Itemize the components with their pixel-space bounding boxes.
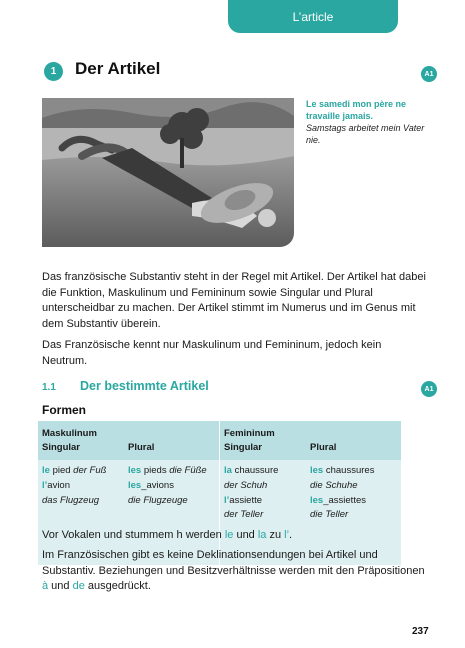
translation: der Teller (224, 509, 264, 521)
article-les: les (310, 465, 324, 476)
word: chaussures (323, 465, 375, 476)
level-badge-icon: A1 (421, 381, 437, 397)
article-l: l’ (42, 479, 48, 491)
quote-german: Samstags arbeitet mein Vater nie. (306, 123, 425, 145)
table-row (42, 479, 215, 494)
translation: die Flugzeuge (128, 494, 188, 506)
article-la: la (257, 529, 267, 541)
masculine-title: Maskulinum (42, 428, 97, 439)
article-le: le (42, 465, 50, 476)
word: pieds (141, 465, 167, 476)
translation: die Teller (310, 509, 349, 521)
rule-text: Vor Vokalen und stummem h werden (42, 529, 225, 541)
table-row (42, 494, 215, 509)
translation: das Flugzeug (42, 494, 100, 506)
photo-woman-lying-icon (42, 98, 294, 247)
translation: die Füße (166, 465, 207, 476)
article-le: le (224, 529, 234, 541)
article-les: les (128, 465, 142, 476)
word: assiette (229, 494, 263, 506)
preposition-de: de (72, 580, 85, 592)
feminine-header (220, 421, 401, 460)
illustration-photo (42, 98, 294, 247)
intro-paragraph-1: Das französische Substantiv steht in der Regel mit Artikel. Der Artikel hat dabei die Funktion, Maskulinum und Femininum sowie Singular und Plural unterscheidbar zu machen. Der Artikel stimmt im Numerus und im Genus mit dem Substantiv überein. (42, 271, 426, 330)
article-la: la (224, 465, 232, 476)
preposition-a: à (42, 580, 49, 592)
masculine-header (38, 421, 219, 460)
section-title: Der bestimmte Artikel (80, 379, 209, 393)
closing-paragraph (42, 548, 426, 595)
table-row (224, 508, 397, 523)
closing-text: ausgedrückt. (84, 580, 151, 592)
closing-text: Im Französischen gibt es keine Deklinationsendungen bei Artikel und Substantiv. Beziehungen und Besitzverhältnisse werden mit den Präpositionen (42, 549, 425, 577)
section-number: 1.1 (42, 382, 56, 393)
article-les: les (128, 479, 142, 491)
table-row (224, 494, 397, 509)
closing-text: und (48, 580, 73, 592)
rule-text: und (233, 529, 258, 541)
word: _avions (141, 479, 174, 491)
chapter-tab: L’article (228, 0, 398, 33)
table-row (224, 464, 397, 479)
word: avion (47, 479, 70, 491)
rule-paragraph (42, 528, 426, 544)
rule-text: . (289, 529, 293, 541)
translation: der Schuh (224, 479, 268, 491)
table-row (224, 479, 397, 494)
quote-french: Le samedi mon père ne travaille jamais. (306, 99, 407, 121)
article-l: l’ (224, 494, 230, 506)
chapter-title: Der Artikel (75, 59, 161, 78)
translation: der Fuß (70, 465, 107, 476)
word: pied (49, 465, 71, 476)
rule-text: zu (266, 529, 285, 541)
masculine-plural-label: Plural (128, 442, 155, 453)
chapter-number-badge: 1 (44, 62, 63, 81)
article-l: l’ (284, 529, 290, 541)
intro-paragraph-2: Das Französische kennt nur Maskulinum und Femininum, jedoch kein Neutrum. (42, 339, 382, 367)
quote-box (306, 98, 426, 146)
translation: die Schuhe (310, 479, 358, 491)
article-les: les (310, 494, 324, 506)
level-badge-icon: A1 (421, 66, 437, 82)
page-number: 237 (412, 626, 429, 637)
subheading-formen: Formen (42, 403, 87, 417)
feminine-title: Femininum (224, 428, 275, 439)
masculine-singular-label: Singular (42, 442, 81, 453)
word: _assiettes (323, 494, 366, 506)
feminine-singular-label: Singular (224, 442, 263, 453)
feminine-plural-label: Plural (310, 442, 337, 453)
word: chaussure (231, 465, 279, 476)
table-row (42, 464, 215, 479)
